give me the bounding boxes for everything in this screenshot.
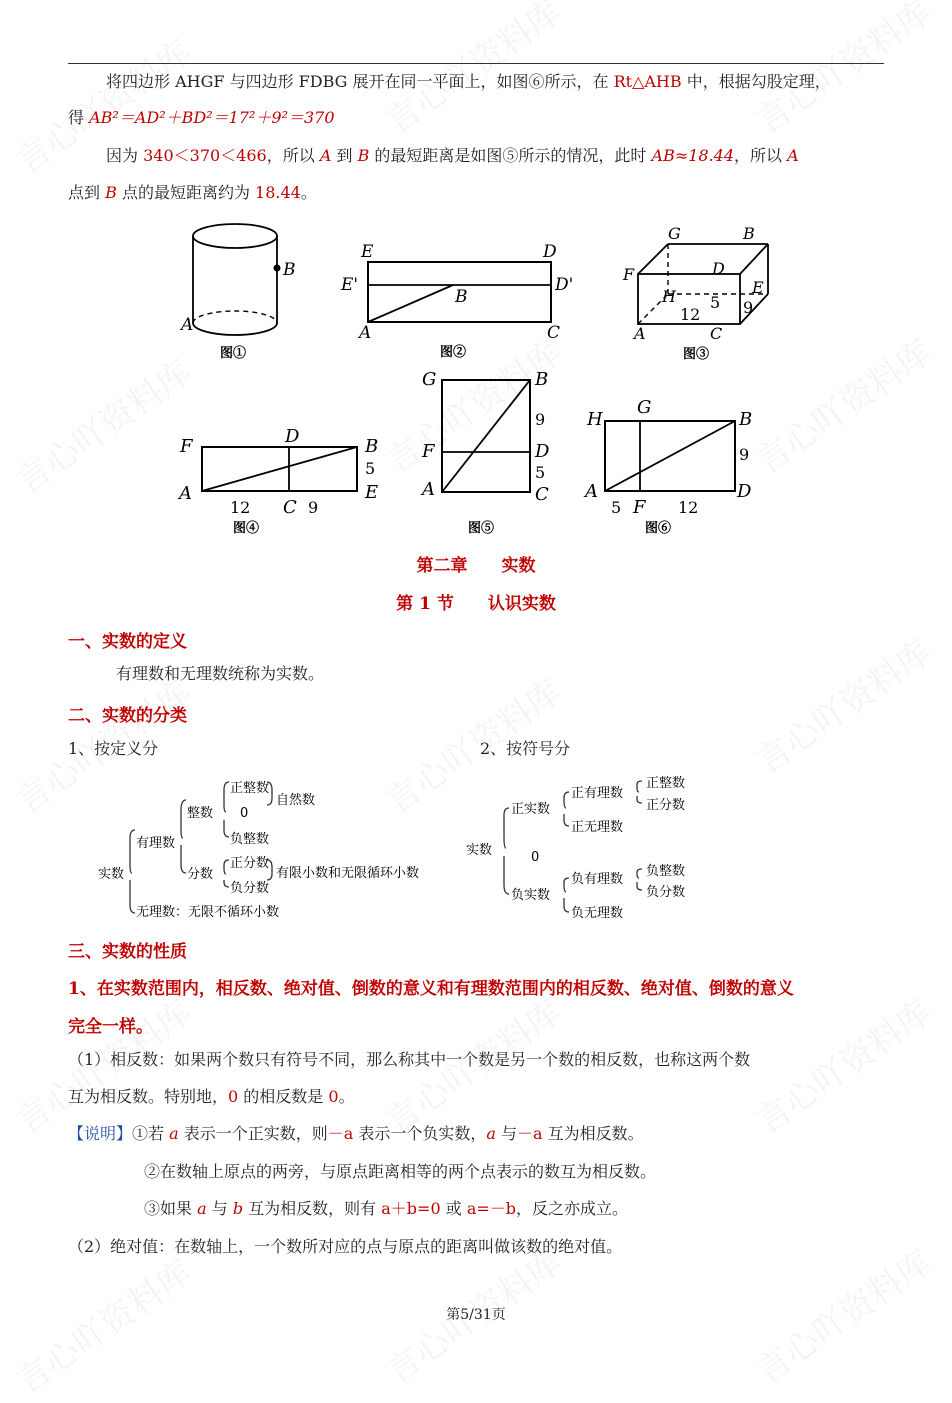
svg-text:B: B [455, 287, 468, 307]
svg-text:负无理数: 负无理数 [571, 906, 624, 921]
svg-text:D: D [285, 426, 300, 447]
svg-text:正无理数: 正无理数 [571, 820, 624, 835]
svg-text:实数: 实数 [466, 843, 493, 858]
fig5-caption: 图⑤ [468, 521, 495, 536]
intro-line-2: 得 AB²＝AD²＋BD²＝17²＋9²＝370 [68, 108, 335, 127]
fig3-caption: 图③ [683, 347, 710, 362]
svg-text:负分数: 负分数 [230, 881, 270, 896]
svg-text:E: E [752, 278, 764, 297]
svg-text:有理数: 有理数 [136, 836, 176, 851]
fig4-caption: 图④ [233, 521, 260, 536]
s3-point1-line2: 完全一样。 [68, 1017, 153, 1037]
svg-text:正整数: 正整数 [646, 776, 686, 791]
svg-text:负分数: 负分数 [646, 885, 686, 900]
s3-note-1: 【说明】①若 a 表示一个正实数，则－a 表示一个负实数，a 与－a 互为相反数。 [68, 1124, 644, 1143]
svg-text:B: B [739, 409, 753, 430]
svg-text:12: 12 [678, 498, 699, 517]
svg-text:自然数: 自然数 [276, 793, 316, 808]
svg-text:E: E [361, 242, 374, 262]
svg-text:B: B [535, 369, 549, 390]
svg-text:有限小数和无限循环小数: 有限小数和无限循环小数 [276, 866, 420, 881]
svg-text:E': E' [341, 275, 359, 295]
svg-text:负整数: 负整数 [230, 832, 270, 847]
watermark [4, 1246, 199, 1403]
svg-text:正整数: 正整数 [230, 781, 270, 796]
page-number: 第5/31页 [446, 1307, 506, 1323]
svg-text:C: C [535, 484, 549, 505]
intro-line-3: 因为 340＜370＜466，所以 A 到 B 的最短距离是如图⑤所示的情况，此时 AB≈18.44，所以 A [106, 146, 799, 165]
s2-sub1: 1、按定义分 [68, 739, 159, 758]
classification-tree-definition [90, 770, 430, 925]
svg-text:无理数：无限不循环小数: 无理数：无限不循环小数 [136, 905, 280, 920]
s1-heading: 一、实数的定义 [68, 632, 187, 652]
svg-text:正分数: 正分数 [230, 856, 270, 871]
svg-text:0: 0 [240, 806, 249, 821]
svg-text:B: B [365, 436, 379, 457]
svg-text:9: 9 [739, 445, 750, 464]
s2-sub2: 2、按符号分 [480, 739, 571, 758]
svg-text:A: A [634, 324, 646, 343]
fig2-caption: 图② [440, 345, 467, 360]
s3-p1-line1: （1）相反数：如果两个数只有符号不同，那么称其中一个数是另一个数的相反数，也称这两个数 [68, 1050, 751, 1069]
svg-text:9: 9 [535, 410, 546, 429]
classification-tree-sign [462, 770, 712, 930]
svg-text:D: D [737, 481, 752, 502]
svg-text:A: A [422, 479, 435, 500]
svg-text:H: H [662, 287, 676, 306]
intro-line-4: 点到 B 点的最短距离约为 18.44。 [68, 183, 317, 202]
svg-text:A: A [585, 481, 598, 502]
figure-5-net [418, 365, 568, 540]
svg-text:F: F [180, 436, 193, 457]
svg-text:5: 5 [710, 293, 721, 312]
svg-text:G: G [422, 369, 437, 390]
s3-note-2: ②在数轴上原点的两旁，与原点距离相等的两个点表示的数互为相反数。 [144, 1162, 657, 1181]
svg-text:实数: 实数 [98, 867, 125, 882]
s3-p2: （2）绝对值：在数轴上，一个数所对应的点与原点的距离叫做该数的绝对值。 [68, 1237, 623, 1256]
svg-text:B: B [743, 224, 755, 243]
svg-text:G: G [637, 397, 652, 418]
svg-text:E: E [365, 482, 379, 503]
svg-text:D: D [712, 259, 725, 278]
figure-4-net [175, 420, 390, 538]
svg-text:整数: 整数 [187, 806, 214, 821]
watermark [744, 986, 939, 1143]
svg-text:负有理数: 负有理数 [571, 872, 624, 887]
svg-text:F: F [623, 265, 635, 284]
watermark [4, 346, 199, 503]
header-rule [68, 63, 884, 64]
svg-text:负实数: 负实数 [511, 888, 551, 903]
figure-2-rectangle [335, 240, 580, 365]
svg-text:5: 5 [365, 459, 376, 478]
chapter-title: 第二章 实数 [416, 556, 536, 576]
watermark [744, 626, 939, 783]
svg-text:C: C [547, 323, 561, 343]
svg-text:A: A [179, 483, 192, 504]
svg-text:正有理数: 正有理数 [571, 786, 624, 801]
svg-text:12: 12 [680, 305, 701, 324]
svg-text:F: F [633, 497, 646, 518]
svg-text:C: C [283, 497, 297, 518]
svg-text:正实数: 正实数 [511, 802, 551, 817]
s1-text: 有理数和无理数统称为实数。 [116, 664, 325, 683]
s3-point1-line1: 1、在实数范围内，相反数、绝对值、倒数的意义和有理数范围内的相反数、绝对值、倒数的意义 [68, 979, 794, 999]
svg-text:C: C [710, 324, 723, 343]
section-title: 第 1 节 认识实数 [396, 594, 556, 614]
svg-text:9: 9 [308, 498, 319, 517]
svg-text:12: 12 [230, 498, 251, 517]
s2-heading: 二、实数的分类 [68, 706, 187, 726]
svg-text:D: D [543, 242, 557, 262]
s3-p1-line2: 互为相反数。特别地，0 的相反数是 0。 [68, 1087, 355, 1106]
figure-1-cylinder [180, 218, 310, 363]
svg-text:负整数: 负整数 [646, 864, 686, 879]
svg-text:G: G [668, 224, 681, 243]
svg-text:H: H [587, 409, 603, 430]
svg-text:D': D' [555, 275, 574, 295]
svg-text:D: D [535, 441, 550, 462]
fig6-caption: 图⑥ [645, 521, 672, 536]
fig1-caption: 图① [220, 346, 247, 361]
svg-text:5: 5 [611, 498, 622, 517]
s3-heading: 三、实数的性质 [68, 942, 187, 962]
fig1-label: A [181, 315, 194, 335]
svg-text:正分数: 正分数 [646, 798, 686, 813]
figure-6-net [583, 395, 773, 540]
svg-text:A: A [359, 323, 372, 343]
svg-text:9: 9 [743, 298, 754, 317]
svg-text:分数: 分数 [187, 867, 214, 882]
s3-note-3: ③如果 a 与 b 互为相反数，则有 a＋b=0 或 a=－b，反之亦成立。 [144, 1199, 629, 1218]
fig1-label: B [283, 260, 296, 280]
figure-3-box [620, 222, 780, 364]
note-tag: 【说明】 [68, 1124, 133, 1143]
svg-text:F: F [422, 441, 435, 462]
svg-text:5: 5 [535, 463, 546, 482]
intro-line-1: 将四边形 AHGF 与四边形 FDBG 展开在同一平面上，如图⑥所示，在 Rt△AHB 中，根据勾股定理， [106, 72, 831, 91]
svg-text:0: 0 [531, 850, 540, 865]
